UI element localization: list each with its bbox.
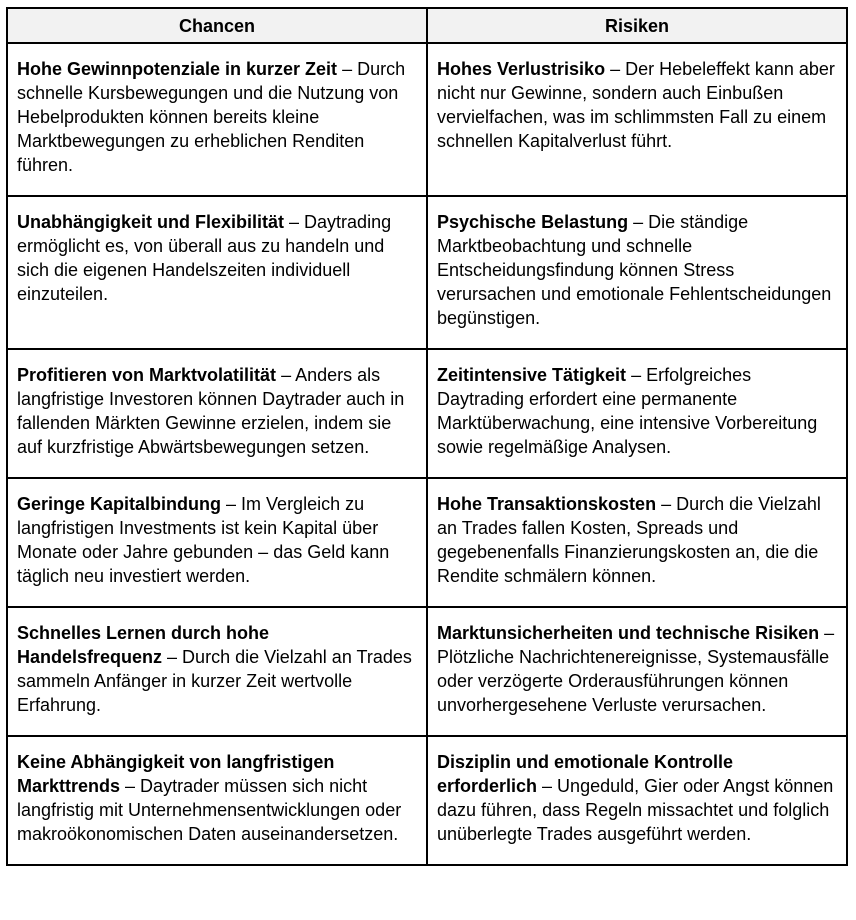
risk-cell — [427, 349, 847, 478]
item-title: Hohes Verlustrisiko — [437, 59, 606, 79]
item-title: Hohe Transaktionskosten — [437, 494, 657, 514]
item-title: Geringe Kapitalbindung — [17, 494, 222, 514]
item-text: – Durch die Vielzahl an Trades sammeln Anfänger in kurzer Zeit wertvolle Erfahrung. — [17, 647, 412, 715]
item-text: – Daytrader müssen sich nicht langfristig mit Unternehmensentwicklungen oder makroökonomischen Daten auseinandersetzen. — [17, 776, 402, 844]
item-title: Disziplin und emotionale Kontrolle erforderlich — [437, 752, 734, 796]
table-row — [7, 43, 847, 196]
item-title: Schnelles Lernen durch hohe Handelsfrequenz — [17, 623, 270, 667]
table-row — [7, 607, 847, 736]
chance-cell — [7, 736, 427, 865]
chance-cell — [7, 478, 427, 607]
item-text: – Ungeduld, Gier oder Angst können dazu führen, dass Regeln missachtet und folglich unüberlegte Trades ausgeführt werden. — [437, 776, 834, 844]
item-title: Keine Abhängigkeit von langfristigen Markttrends — [17, 752, 335, 796]
table-row — [7, 478, 847, 607]
risk-cell — [427, 43, 847, 196]
item-text: – Der Hebeleffekt kann aber nicht nur Gewinne, sondern auch Einbußen vervielfachen, was im schlimmsten Fall zu einem schnellen Kapitalverlust führt. — [437, 59, 835, 151]
table-row — [7, 196, 847, 349]
risk-cell — [427, 196, 847, 349]
table-row — [7, 736, 847, 865]
column-header-risiken: Risiken — [427, 8, 847, 43]
risk-cell — [427, 736, 847, 865]
item-title: Hohe Gewinnpotenziale in kurzer Zeit — [17, 59, 338, 79]
item-title: Unabhängigkeit und Flexibilität — [17, 212, 285, 232]
chancen-risiken-table — [6, 7, 848, 866]
item-text: – Im Vergleich zu langfristigen Investments ist kein Kapital über Monate oder Jahre gebunden – das Geld kann täglich neu investiert werden. — [17, 494, 390, 586]
chance-cell — [7, 196, 427, 349]
chance-cell — [7, 607, 427, 736]
item-text: – Plötzliche Nachrichtenereignisse, Systemausfälle oder verzögerte Orderausführungen können unvorhergesehene Verluste verursachen. — [437, 623, 835, 715]
item-text: – Die ständige Marktbeobachtung und schnelle Entscheidungsfindung können Stress verursachen und emotionale Fehlentscheidungen begünstigen. — [437, 212, 832, 328]
risk-cell — [427, 478, 847, 607]
table-row — [7, 349, 847, 478]
item-title: Marktunsicherheiten und technische Risiken — [437, 623, 820, 643]
column-header-chancen: Chancen — [7, 8, 427, 43]
chance-cell — [7, 43, 427, 196]
item-text: – Daytrading ermöglicht es, von überall aus zu handeln und sich die eigenen Handelszeiten individuell einzuteilen. — [17, 212, 392, 304]
item-text: – Erfolgreiches Daytrading erfordert eine permanente Marktüberwachung, eine intensive Vorbereitung sowie regelmäßige Analysen. — [437, 365, 818, 457]
risk-cell — [427, 607, 847, 736]
item-title: Psychische Belastung — [437, 212, 629, 232]
item-text: – Durch schnelle Kursbewegungen und die Nutzung von Hebelprodukten können bereits kleine Marktbewegungen zu erheblichen Renditen führen. — [17, 59, 406, 175]
chance-cell — [7, 349, 427, 478]
item-text: – Durch die Vielzahl an Trades fallen Kosten, Spreads und gegebenenfalls Finanzierungskosten an, die die Rendite schmälern können. — [437, 494, 821, 586]
table-header-row — [7, 8, 847, 43]
item-text: – Anders als langfristige Investoren können Daytrader auch in fallenden Märkten Gewinne erzielen, indem sie auf kurzfristige Abwärtsbewegungen setzen. — [17, 365, 405, 457]
item-title: Profitieren von Marktvolatilität — [17, 365, 277, 385]
item-title: Zeitintensive Tätigkeit — [437, 365, 627, 385]
